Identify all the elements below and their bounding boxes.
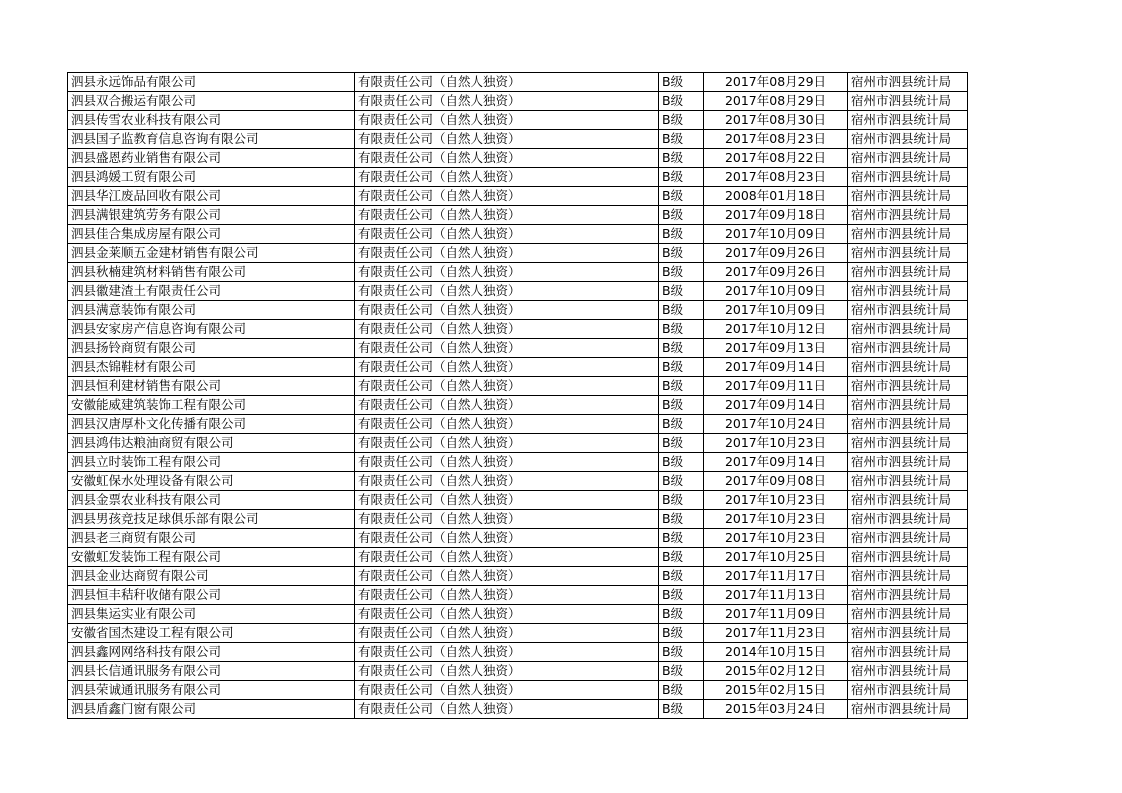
company-name-cell: 泗县恒利建材销售有限公司: [68, 377, 355, 396]
credit-grade-cell: B级: [659, 605, 704, 624]
credit-grade-cell: B级: [659, 244, 704, 263]
credit-grade-cell: B级: [659, 415, 704, 434]
credit-grade-cell: B级: [659, 681, 704, 700]
company-type-cell: 有限责任公司（自然人独资）: [355, 206, 659, 225]
issuing-authority-cell: 宿州市泗县统计局: [848, 472, 968, 491]
table-row: [68, 605, 968, 624]
company-type-cell: 有限责任公司（自然人独资）: [355, 586, 659, 605]
table-row: [68, 187, 968, 206]
credit-grade-cell: B级: [659, 111, 704, 130]
credit-grade-cell: B级: [659, 339, 704, 358]
rating-date-cell: 2017年09月14日: [704, 358, 848, 377]
credit-grade-cell: B级: [659, 206, 704, 225]
credit-grade-cell: B级: [659, 586, 704, 605]
credit-grade-cell: B级: [659, 567, 704, 586]
company-type-cell: 有限责任公司（自然人独资）: [355, 282, 659, 301]
company-type-cell: 有限责任公司（自然人独资）: [355, 434, 659, 453]
rating-date-cell: 2017年11月09日: [704, 605, 848, 624]
company-type-cell: 有限责任公司（自然人独资）: [355, 662, 659, 681]
credit-grade-cell: B级: [659, 624, 704, 643]
table-row: [68, 662, 968, 681]
company-name-cell: 泗县长信通讯服务有限公司: [68, 662, 355, 681]
rating-date-cell: 2017年09月14日: [704, 396, 848, 415]
issuing-authority-cell: 宿州市泗县统计局: [848, 187, 968, 206]
credit-grade-cell: B级: [659, 662, 704, 681]
credit-grade-cell: B级: [659, 548, 704, 567]
company-type-cell: 有限责任公司（自然人独资）: [355, 149, 659, 168]
credit-grade-cell: B级: [659, 92, 704, 111]
rating-date-cell: 2017年10月09日: [704, 282, 848, 301]
credit-grade-cell: B级: [659, 396, 704, 415]
table-body: [68, 73, 968, 719]
issuing-authority-cell: 宿州市泗县统计局: [848, 301, 968, 320]
company-name-cell: 泗县鸿媛工贸有限公司: [68, 168, 355, 187]
issuing-authority-cell: 宿州市泗县统计局: [848, 206, 968, 225]
rating-date-cell: 2017年09月08日: [704, 472, 848, 491]
company-name-cell: 泗县鸿伟达粮油商贸有限公司: [68, 434, 355, 453]
rating-date-cell: 2017年11月17日: [704, 567, 848, 586]
issuing-authority-cell: 宿州市泗县统计局: [848, 491, 968, 510]
company-type-cell: 有限责任公司（自然人独资）: [355, 377, 659, 396]
rating-date-cell: 2017年09月18日: [704, 206, 848, 225]
company-name-cell: 安徽虹发装饰工程有限公司: [68, 548, 355, 567]
credit-grade-cell: B级: [659, 73, 704, 92]
rating-date-cell: 2017年09月26日: [704, 244, 848, 263]
table-row: [68, 130, 968, 149]
company-name-cell: 泗县盛恩药业销售有限公司: [68, 149, 355, 168]
company-name-cell: 泗县金票农业科技有限公司: [68, 491, 355, 510]
table-row: [68, 73, 968, 92]
company-type-cell: 有限责任公司（自然人独资）: [355, 453, 659, 472]
company-name-cell: 泗县鑫网网络科技有限公司: [68, 643, 355, 662]
company-name-cell: 泗县双合搬运有限公司: [68, 92, 355, 111]
company-name-cell: 泗县立时装饰工程有限公司: [68, 453, 355, 472]
credit-grade-cell: B级: [659, 263, 704, 282]
issuing-authority-cell: 宿州市泗县统计局: [848, 377, 968, 396]
rating-date-cell: 2017年10月23日: [704, 510, 848, 529]
company-type-cell: 有限责任公司（自然人独资）: [355, 491, 659, 510]
rating-date-cell: 2017年08月22日: [704, 149, 848, 168]
issuing-authority-cell: 宿州市泗县统计局: [848, 586, 968, 605]
credit-grade-cell: B级: [659, 491, 704, 510]
issuing-authority-cell: 宿州市泗县统计局: [848, 263, 968, 282]
credit-grade-cell: B级: [659, 643, 704, 662]
issuing-authority-cell: 宿州市泗县统计局: [848, 643, 968, 662]
rating-date-cell: 2017年08月29日: [704, 92, 848, 111]
company-type-cell: 有限责任公司（自然人独资）: [355, 396, 659, 415]
company-name-cell: 安徽能威建筑装饰工程有限公司: [68, 396, 355, 415]
company-type-cell: 有限责任公司（自然人独资）: [355, 92, 659, 111]
table-row: [68, 358, 968, 377]
company-name-cell: 泗县传雪农业科技有限公司: [68, 111, 355, 130]
company-type-cell: 有限责任公司（自然人独资）: [355, 301, 659, 320]
company-name-cell: 泗县安家房产信息咨询有限公司: [68, 320, 355, 339]
table-row: [68, 282, 968, 301]
company-name-cell: 泗县佳合集成房屋有限公司: [68, 225, 355, 244]
table-row: [68, 415, 968, 434]
table-row: [68, 510, 968, 529]
company-type-cell: 有限责任公司（自然人独资）: [355, 567, 659, 586]
rating-date-cell: 2017年08月29日: [704, 73, 848, 92]
issuing-authority-cell: 宿州市泗县统计局: [848, 700, 968, 719]
issuing-authority-cell: 宿州市泗县统计局: [848, 681, 968, 700]
company-name-cell: 泗县荣诚通讯服务有限公司: [68, 681, 355, 700]
company-name-cell: 安徽省国杰建设工程有限公司: [68, 624, 355, 643]
issuing-authority-cell: 宿州市泗县统计局: [848, 339, 968, 358]
issuing-authority-cell: 宿州市泗县统计局: [848, 510, 968, 529]
company-type-cell: 有限责任公司（自然人独资）: [355, 130, 659, 149]
rating-date-cell: 2017年10月09日: [704, 225, 848, 244]
table-row: [68, 168, 968, 187]
rating-date-cell: 2017年10月24日: [704, 415, 848, 434]
table-row: [68, 567, 968, 586]
rating-date-cell: 2017年09月26日: [704, 263, 848, 282]
table-row: [68, 320, 968, 339]
company-name-cell: 泗县国子监教育信息咨询有限公司: [68, 130, 355, 149]
company-name-cell: 泗县金业达商贸有限公司: [68, 567, 355, 586]
issuing-authority-cell: 宿州市泗县统计局: [848, 453, 968, 472]
table-row: [68, 624, 968, 643]
table-row: [68, 263, 968, 282]
issuing-authority-cell: 宿州市泗县统计局: [848, 624, 968, 643]
company-name-cell: 泗县永远饰品有限公司: [68, 73, 355, 92]
company-name-cell: 泗县集运实业有限公司: [68, 605, 355, 624]
rating-date-cell: 2017年10月23日: [704, 529, 848, 548]
table-row: [68, 225, 968, 244]
company-type-cell: 有限责任公司（自然人独资）: [355, 73, 659, 92]
issuing-authority-cell: 宿州市泗县统计局: [848, 111, 968, 130]
company-type-cell: 有限责任公司（自然人独资）: [355, 244, 659, 263]
issuing-authority-cell: 宿州市泗县统计局: [848, 548, 968, 567]
company-name-cell: 泗县汉唐厚朴文化传播有限公司: [68, 415, 355, 434]
issuing-authority-cell: 宿州市泗县统计局: [848, 358, 968, 377]
company-type-cell: 有限责任公司（自然人独资）: [355, 263, 659, 282]
rating-date-cell: 2017年08月30日: [704, 111, 848, 130]
table-row: [68, 681, 968, 700]
table-row: [68, 643, 968, 662]
company-name-cell: 泗县金莱顺五金建材销售有限公司: [68, 244, 355, 263]
credit-grade-cell: B级: [659, 472, 704, 491]
issuing-authority-cell: 宿州市泗县统计局: [848, 130, 968, 149]
rating-date-cell: 2017年10月09日: [704, 301, 848, 320]
issuing-authority-cell: 宿州市泗县统计局: [848, 225, 968, 244]
company-type-cell: 有限责任公司（自然人独资）: [355, 548, 659, 567]
rating-date-cell: 2015年02月15日: [704, 681, 848, 700]
company-name-cell: 泗县满银建筑劳务有限公司: [68, 206, 355, 225]
rating-date-cell: 2017年11月23日: [704, 624, 848, 643]
company-type-cell: 有限责任公司（自然人独资）: [355, 168, 659, 187]
company-name-cell: 泗县满意装饰有限公司: [68, 301, 355, 320]
table-row: [68, 111, 968, 130]
table-row: [68, 491, 968, 510]
rating-date-cell: 2014年10月15日: [704, 643, 848, 662]
credit-grade-cell: B级: [659, 529, 704, 548]
company-type-cell: 有限责任公司（自然人独资）: [355, 358, 659, 377]
company-type-cell: 有限责任公司（自然人独资）: [355, 529, 659, 548]
company-name-cell: 泗县男孩竞技足球俱乐部有限公司: [68, 510, 355, 529]
table-row: [68, 453, 968, 472]
company-type-cell: 有限责任公司（自然人独资）: [355, 320, 659, 339]
credit-grade-cell: B级: [659, 510, 704, 529]
company-type-cell: 有限责任公司（自然人独资）: [355, 415, 659, 434]
credit-grade-cell: B级: [659, 320, 704, 339]
company-type-cell: 有限责任公司（自然人独资）: [355, 700, 659, 719]
table-row: [68, 339, 968, 358]
table-row: [68, 244, 968, 263]
issuing-authority-cell: 宿州市泗县统计局: [848, 282, 968, 301]
credit-grade-cell: B级: [659, 225, 704, 244]
table-row: [68, 700, 968, 719]
company-type-cell: 有限责任公司（自然人独资）: [355, 339, 659, 358]
company-type-cell: 有限责任公司（自然人独资）: [355, 472, 659, 491]
company-name-cell: 泗县盾鑫门窗有限公司: [68, 700, 355, 719]
company-type-cell: 有限责任公司（自然人独资）: [355, 225, 659, 244]
table-row: [68, 92, 968, 111]
credit-grade-cell: B级: [659, 149, 704, 168]
credit-grade-cell: B级: [659, 453, 704, 472]
credit-grade-cell: B级: [659, 377, 704, 396]
rating-date-cell: 2017年10月12日: [704, 320, 848, 339]
company-type-cell: 有限责任公司（自然人独资）: [355, 187, 659, 206]
credit-grade-cell: B级: [659, 168, 704, 187]
table-row: [68, 396, 968, 415]
rating-date-cell: 2017年09月14日: [704, 453, 848, 472]
table-row: [68, 586, 968, 605]
company-type-cell: 有限责任公司（自然人独资）: [355, 681, 659, 700]
rating-date-cell: 2015年03月24日: [704, 700, 848, 719]
rating-date-cell: 2017年10月23日: [704, 434, 848, 453]
issuing-authority-cell: 宿州市泗县统计局: [848, 320, 968, 339]
issuing-authority-cell: 宿州市泗县统计局: [848, 92, 968, 111]
rating-date-cell: 2017年08月23日: [704, 168, 848, 187]
issuing-authority-cell: 宿州市泗县统计局: [848, 168, 968, 187]
table-row: [68, 548, 968, 567]
issuing-authority-cell: 宿州市泗县统计局: [848, 567, 968, 586]
company-type-cell: 有限责任公司（自然人独资）: [355, 624, 659, 643]
company-name-cell: 泗县徽建渣土有限责任公司: [68, 282, 355, 301]
company-name-cell: 泗县秋楠建筑材料销售有限公司: [68, 263, 355, 282]
issuing-authority-cell: 宿州市泗县统计局: [848, 434, 968, 453]
issuing-authority-cell: 宿州市泗县统计局: [848, 662, 968, 681]
company-type-cell: 有限责任公司（自然人独资）: [355, 510, 659, 529]
rating-date-cell: 2017年09月11日: [704, 377, 848, 396]
credit-grade-cell: B级: [659, 700, 704, 719]
table-row: [68, 206, 968, 225]
table-row: [68, 149, 968, 168]
rating-date-cell: 2017年10月25日: [704, 548, 848, 567]
company-name-cell: 泗县恒丰秸秆收储有限公司: [68, 586, 355, 605]
company-name-cell: 泗县老三商贸有限公司: [68, 529, 355, 548]
credit-grade-cell: B级: [659, 282, 704, 301]
issuing-authority-cell: 宿州市泗县统计局: [848, 605, 968, 624]
rating-date-cell: 2017年10月23日: [704, 491, 848, 510]
company-type-cell: 有限责任公司（自然人独资）: [355, 643, 659, 662]
issuing-authority-cell: 宿州市泗县统计局: [848, 73, 968, 92]
rating-date-cell: 2017年11月13日: [704, 586, 848, 605]
issuing-authority-cell: 宿州市泗县统计局: [848, 244, 968, 263]
rating-date-cell: 2017年09月13日: [704, 339, 848, 358]
rating-date-cell: 2017年08月23日: [704, 130, 848, 149]
issuing-authority-cell: 宿州市泗县统计局: [848, 529, 968, 548]
table-row: [68, 301, 968, 320]
table-row: [68, 434, 968, 453]
credit-grade-cell: B级: [659, 434, 704, 453]
company-name-cell: 泗县杰锦鞋材有限公司: [68, 358, 355, 377]
table-row: [68, 529, 968, 548]
issuing-authority-cell: 宿州市泗县统计局: [848, 396, 968, 415]
company-type-cell: 有限责任公司（自然人独资）: [355, 111, 659, 130]
credit-rating-table: [67, 72, 968, 719]
credit-grade-cell: B级: [659, 187, 704, 206]
rating-date-cell: 2015年02月12日: [704, 662, 848, 681]
credit-grade-cell: B级: [659, 130, 704, 149]
rating-date-cell: 2008年01月18日: [704, 187, 848, 206]
issuing-authority-cell: 宿州市泗县统计局: [848, 149, 968, 168]
company-type-cell: 有限责任公司（自然人独资）: [355, 605, 659, 624]
table-row: [68, 472, 968, 491]
company-name-cell: 安徽虹保水处理设备有限公司: [68, 472, 355, 491]
credit-grade-cell: B级: [659, 358, 704, 377]
credit-grade-cell: B级: [659, 301, 704, 320]
company-name-cell: 泗县扬铃商贸有限公司: [68, 339, 355, 358]
issuing-authority-cell: 宿州市泗县统计局: [848, 415, 968, 434]
table-row: [68, 377, 968, 396]
company-name-cell: 泗县华江废品回收有限公司: [68, 187, 355, 206]
